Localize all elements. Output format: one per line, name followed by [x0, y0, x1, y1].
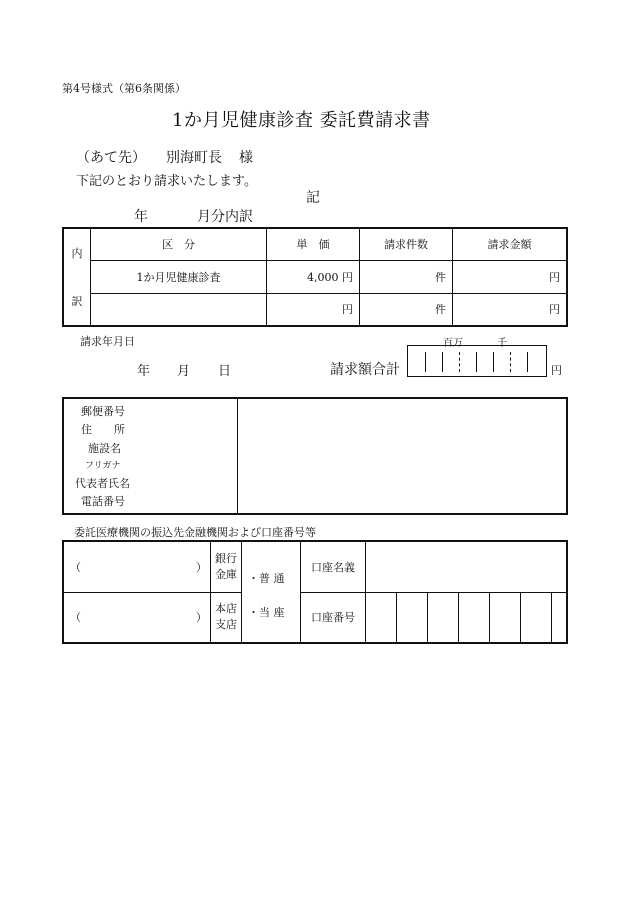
bank-type-kinko: 金庫	[215, 567, 237, 581]
postal-label: 郵便番号	[81, 405, 125, 418]
table-row	[63, 260, 567, 293]
header-amount: 請求金額	[453, 228, 568, 260]
account-type-toza[interactable]: ・当 座	[248, 606, 285, 619]
phone-label: 電話番号	[81, 495, 125, 508]
bank-open-paren: （	[70, 560, 81, 574]
account-digit-box[interactable]	[490, 592, 521, 643]
account-digit-box[interactable]	[428, 592, 459, 643]
row2-category[interactable]	[91, 293, 267, 326]
furigana-label: フリガナ	[85, 461, 121, 471]
branch-close-paren: ）	[196, 611, 207, 625]
account-digit-box[interactable]	[459, 592, 490, 643]
page-title: 1か月児健康診査 委託費請求書	[172, 110, 431, 131]
digit-divider	[527, 352, 528, 372]
digit-divider	[493, 352, 494, 372]
total-hyakuman-label: 百万	[443, 338, 463, 349]
row1-count[interactable]: 件	[360, 260, 453, 293]
side-label-bottom: 訳	[71, 295, 83, 308]
request-date-label: 請求年月日	[80, 335, 135, 348]
account-digit-box[interactable]	[552, 592, 568, 643]
digit-divider	[476, 352, 477, 372]
row2-count[interactable]: 件	[360, 293, 453, 326]
account-name-field[interactable]	[366, 541, 568, 592]
request-date-month: 月	[177, 364, 191, 379]
form-label: 第4号様式（第6条関係）	[62, 82, 186, 95]
branch-name-field[interactable]	[63, 592, 211, 643]
branch-type-honten: 本店	[215, 602, 237, 616]
bank-section-title: 委託医療機関の振込先金融機関および口座番号等	[74, 526, 316, 539]
period-month-breakdown: 月分内訳	[197, 209, 253, 225]
applicant-divider	[237, 399, 238, 513]
branch-type-shiten: 支店	[215, 618, 237, 632]
row2-amount[interactable]: 円	[453, 293, 568, 326]
bank-table	[62, 540, 568, 644]
total-sen-label: 千	[497, 338, 507, 349]
digit-divider	[425, 352, 426, 372]
addressee-prefix: （あて先）	[76, 150, 146, 166]
account-digit-box[interactable]	[521, 592, 552, 643]
period-year: 年	[134, 209, 148, 225]
address-label: 住 所	[81, 423, 125, 436]
header-category: 区 分	[91, 228, 267, 260]
digit-divider-thousand	[510, 352, 511, 372]
bank-close-paren: ）	[196, 560, 207, 574]
table-row	[63, 293, 567, 326]
account-type	[242, 541, 301, 643]
total-amount-box[interactable]	[407, 345, 547, 377]
account-name-label: 口座名義	[301, 541, 366, 592]
bank-type	[211, 541, 242, 592]
branch-open-paren: （	[70, 611, 81, 625]
branch-type	[211, 592, 242, 643]
header-count: 請求件数	[360, 228, 453, 260]
digit-divider-million	[459, 352, 460, 372]
ki-label: 記	[306, 190, 320, 206]
addressee-name: 別海町長	[166, 150, 222, 166]
bank-type-bank: 銀行	[215, 551, 237, 565]
digit-divider	[442, 352, 443, 372]
row1-unit-price[interactable]: 4,000 円	[267, 260, 360, 293]
account-number-label: 口座番号	[301, 592, 366, 643]
addressee-honorific: 様	[239, 150, 253, 166]
account-type-futsu[interactable]: ・普 通	[248, 572, 285, 585]
row1-amount[interactable]: 円	[453, 260, 568, 293]
account-digit-box[interactable]	[366, 592, 397, 643]
breakdown-side-label	[63, 228, 91, 326]
total-label: 請求額合計	[330, 362, 400, 378]
side-label-top: 内	[71, 247, 83, 260]
row1-category: 1か月児健康診査	[91, 260, 267, 293]
applicant-box	[62, 397, 568, 515]
bank-name-field[interactable]	[63, 541, 211, 592]
request-date-year: 年	[137, 364, 151, 379]
representative-label: 代表者氏名	[75, 477, 130, 490]
header-unit-price: 単 価	[267, 228, 360, 260]
request-date-day: 日	[218, 364, 232, 379]
account-digit-box[interactable]	[397, 592, 428, 643]
breakdown-table	[62, 227, 568, 327]
intro-text: 下記のとおり請求いたします。	[76, 174, 257, 189]
total-yen: 円	[551, 364, 562, 377]
row2-unit-price[interactable]: 円	[267, 293, 360, 326]
facility-label: 施設名	[88, 442, 121, 455]
